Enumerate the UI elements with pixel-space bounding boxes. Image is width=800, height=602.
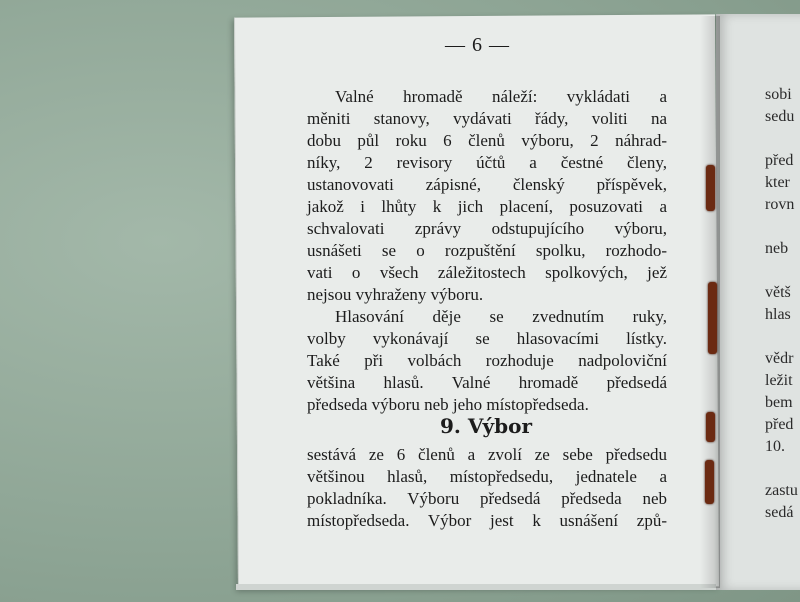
text-line: dobu půl roku 6 členů výboru, 2 náhrad- [307, 131, 667, 150]
right-page-fragment: neb [765, 240, 789, 257]
text-line: většina hlasů. Valné hromadě předsedá [307, 373, 667, 392]
right-page-fragment: sobi [765, 86, 792, 103]
right-page-fragment: bem [765, 394, 793, 411]
text-line: volby vykonávají se hlasovacími lístky. [307, 329, 667, 348]
page-number: — 6 — [445, 34, 510, 56]
text-line: Valné hromadě náleží: vykládati a [335, 87, 667, 106]
text-line: usnášeti se o rozpuštění spolku, rozhodo- [307, 241, 667, 260]
page-edge [236, 584, 716, 590]
text-line: pokladníka. Výboru předsedá předseda neb [307, 489, 667, 508]
text-line: Hlasování děje se zvednutím ruky, [335, 307, 667, 326]
text-line: vati o všech záležitostech spolkových, jež [307, 263, 667, 282]
text-line: ustanovovati zápisné, členský příspěvek, [307, 175, 667, 194]
text-line: schvalovati zprávy odstupujícího výboru, [307, 219, 667, 238]
text-line: nejsou vyhraženy výboru. [307, 285, 484, 304]
text-line: níky, 2 revisory účtů a čestné členy, [307, 153, 667, 172]
right-page-fragment: rovn [765, 196, 795, 213]
right-page-fragment: hlas [765, 306, 791, 323]
staple-bottom [705, 460, 714, 504]
staple-middle [708, 282, 717, 354]
staple-lower [706, 412, 715, 442]
right-page-fragment: sedá [765, 504, 794, 521]
text-line: jakož i lhůty k jich placení, posuzovati a [307, 197, 667, 216]
right-page-fragment: ležit [765, 372, 793, 389]
text-line: měniti stanovy, vydávati řády, voliti na [307, 109, 667, 128]
paragraph-general-assembly [307, 86, 667, 306]
paragraph-voting [307, 306, 667, 416]
text-line: sestává ze 6 členů a zvolí ze sebe předsedu [307, 445, 667, 464]
right-page-fragment: zastu [765, 482, 798, 499]
right-page-fragment: před [765, 416, 794, 433]
right-page-fragment: vědr [765, 350, 794, 367]
text-line: většinou hlasů, místopředsedu, jednatele a [307, 467, 667, 486]
right-page-fragment: 10. [765, 438, 785, 455]
section-heading-committee: 9. Výbor [440, 414, 533, 438]
right-page-fragment: kter [765, 174, 790, 191]
staple-top [706, 165, 715, 211]
text-line: předseda výboru neb jeho místopředseda. [307, 395, 589, 414]
paragraph-committee [307, 444, 667, 532]
text-line: místopředseda. Výbor jest k usnášení způ- [307, 511, 667, 530]
right-page-fragment: větš [765, 284, 791, 301]
right-page-fragment: před [765, 152, 794, 169]
right-page-fragment: sedu [765, 108, 795, 125]
text-line: Také při volbách rozhoduje nadpoloviční [307, 351, 667, 370]
